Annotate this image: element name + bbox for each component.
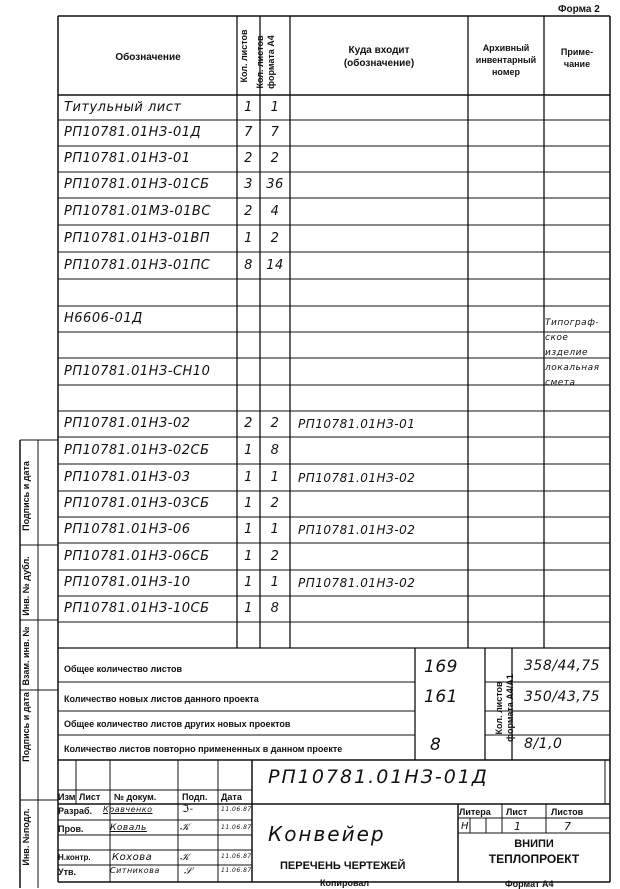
row-designation: РП10781.01НЗ-10СБ — [64, 601, 210, 616]
header-archive-line3: номер — [492, 67, 520, 77]
row-designation: РП10781.01НЗ-03 — [64, 469, 191, 485]
table-row — [58, 464, 610, 491]
row-a4: 4 — [270, 203, 280, 219]
table-row — [58, 172, 610, 198]
col-date: Дата — [221, 792, 242, 802]
row-designation: РП10781.01НЗ-06 — [64, 522, 191, 537]
row-where-used: РП10781.01НЗ-02 — [298, 576, 416, 590]
summary-total-sheets: 169 — [424, 657, 458, 677]
row-a4: 2 — [270, 416, 280, 431]
row-a4: 1 — [270, 522, 280, 537]
margin-replace-inv: Взам. инв. № — [21, 626, 31, 686]
row-sheets: 1 — [244, 522, 253, 537]
name-prov: Коваль — [110, 823, 147, 833]
margin-inv-dubl: Инв. № дубл. — [21, 556, 31, 616]
summary-reused-sheets: 8 — [430, 735, 442, 755]
date-prov: 11.06.87 — [221, 824, 252, 831]
footer-format: Формат А4 — [505, 879, 554, 889]
table-row — [58, 279, 610, 306]
summary-total-a4: 358/44,75 — [524, 658, 601, 674]
role-prov: Пров. — [58, 824, 84, 834]
doc-code: РП10781.01НЗ-01Д — [268, 766, 489, 788]
row-a4: 2 — [270, 151, 280, 166]
row-sheets: 1 — [244, 99, 253, 115]
margin-inv-orig: Инв. №подл. — [21, 808, 31, 866]
row-designation: РП10781.01НЗ-02СБ — [64, 442, 210, 458]
date-utv: 11.06.87 — [221, 867, 252, 874]
row-designation: РП10781.01НЗ-01СБ — [64, 177, 210, 192]
role-razrab: Разраб. — [58, 806, 93, 816]
name-utv: Ситникова — [110, 866, 160, 875]
row-a4: 36 — [266, 177, 284, 192]
col-izm: Изм — [58, 792, 76, 802]
header-a4-count: Кол. листов формата А4 — [255, 35, 276, 89]
row-a4: 2 — [270, 548, 280, 564]
note-line: ское — [545, 333, 569, 343]
summary-reused-label: Количество листов повторно примененных в данном проекте — [64, 744, 343, 754]
table-row — [58, 252, 610, 279]
summary-a4-label-text: Кол. листов формата А4/А1 — [494, 674, 515, 742]
table-row — [58, 543, 610, 570]
note-line: локальная — [545, 363, 600, 373]
row-designation: РП10781.01НЗ-01ВП — [64, 230, 211, 246]
row-sheets: 1 — [244, 548, 253, 564]
date-razrab: 11.06.87 — [221, 806, 252, 813]
table-row — [58, 95, 610, 120]
table-row — [58, 570, 610, 596]
row-sheets: 7 — [244, 125, 253, 140]
row-designation: РП10781.01МЗ-01ВС — [64, 203, 211, 219]
summary-reused-a4: 8/1,0 — [524, 736, 563, 752]
table-row — [58, 596, 610, 622]
margin-sign-date-1: Подпись и дата — [21, 692, 31, 762]
row-sheets: 2 — [244, 203, 253, 219]
row-sheets: 8 — [244, 257, 253, 273]
signature-mark: 𝒮 — [184, 866, 193, 877]
row-designation: РП10781.01НЗ-01Д — [64, 125, 202, 140]
signature-mark: ℑ- — [182, 804, 194, 815]
col-sign: Подп. — [182, 792, 208, 802]
row-sheets: 1 — [244, 496, 253, 511]
header-where-used-line1: Куда входит — [348, 45, 410, 56]
header-note — [544, 46, 610, 70]
table-row — [58, 225, 610, 252]
summary-total-label: Общее количество листов — [64, 664, 183, 674]
row-designation: Н6606-01Д — [64, 311, 143, 326]
role-nkontr: Н.контр. — [58, 853, 91, 862]
row-where-used: РП10781.01НЗ-02 — [298, 470, 416, 485]
table-row — [58, 385, 610, 411]
note-line: смета — [545, 378, 576, 388]
header-archive — [468, 42, 544, 78]
table-row — [58, 146, 610, 172]
header-archive-line1: Архивный — [482, 43, 530, 53]
row-a4: 14 — [266, 257, 284, 273]
row-designation: РП10781.01НЗ-СН10 — [64, 363, 211, 379]
table-row — [58, 358, 610, 385]
header-note-line2: чание — [563, 59, 591, 69]
row-sheets: 1 — [244, 469, 253, 485]
row-sheets: 2 — [244, 151, 253, 166]
table-row — [58, 120, 610, 146]
row-a4: 7 — [270, 125, 280, 140]
lists-value: 7 — [564, 820, 572, 833]
summary-a4-label — [494, 660, 516, 756]
note-line: Типограф- — [545, 318, 600, 328]
header-where-used — [290, 44, 468, 70]
footer-copied: Копировал — [320, 878, 370, 888]
product-name: Конвейер — [268, 822, 386, 846]
table-row — [58, 411, 610, 437]
row-designation: РП10781.01НЗ-02 — [64, 416, 191, 431]
header-where-used-line2: (обозначение) — [343, 58, 415, 69]
name-razrab: Кравченко — [103, 805, 153, 814]
org-line1: ВНИПИ — [514, 838, 554, 850]
row-designation: Титульный лист — [64, 99, 182, 115]
row-where-used: РП10781.01НЗ-02 — [298, 523, 416, 537]
header-a4-count-1 — [255, 25, 277, 99]
row-a4: 1 — [270, 469, 280, 485]
table-row — [58, 198, 610, 225]
note-line: изделие — [545, 348, 589, 358]
role-utv: Утв. — [58, 867, 77, 877]
row-a4: 2 — [270, 230, 280, 246]
row-designation: РП10781.01НЗ-03СБ — [64, 496, 210, 511]
litera-label: Литера — [459, 807, 491, 817]
col-doc-no: № докум. — [114, 792, 157, 802]
name-nkontr: Кохова — [112, 852, 153, 863]
row-where-used: РП10781.01НЗ-01 — [298, 417, 416, 431]
doc-title: ПЕРЕЧЕНЬ ЧЕРТЕЖЕЙ — [280, 860, 406, 872]
row-designation: РП10781.01НЗ-01ПС — [64, 257, 211, 273]
summary-new-a4: 350/43,75 — [524, 689, 601, 705]
header-sheet-count: Кол. листов — [239, 29, 249, 83]
form-label: Форма 2 — [558, 4, 600, 15]
summary-new-sheets: 161 — [424, 687, 458, 707]
row-sheets: 3 — [244, 177, 253, 192]
list-label: Лист — [506, 807, 528, 817]
row-a4: 1 — [270, 99, 280, 115]
row-a4: 1 — [270, 575, 280, 590]
signature-mark: 𝒦 — [180, 852, 190, 863]
header-designation: Обозначение — [115, 52, 181, 63]
row-designation: РП10781.01НЗ-10 — [64, 575, 191, 590]
list-value: 1 — [514, 820, 522, 833]
summary-new-label: Количество новых листов данного проекта — [64, 694, 259, 704]
note-cell — [545, 316, 609, 391]
lists-label: Листов — [551, 807, 584, 817]
row-sheets: 1 — [244, 230, 253, 246]
row-a4: 8 — [270, 601, 280, 616]
margin-sign-date-2: Подпись и дата — [21, 461, 31, 531]
table-row — [58, 306, 610, 332]
row-a4: 8 — [270, 442, 280, 458]
summary-other-label: Общее количество листов других новых проектов — [64, 719, 291, 729]
col-list: Лист — [79, 792, 101, 802]
row-a4: 2 — [270, 496, 280, 511]
table-row — [58, 332, 610, 358]
row-sheets: 2 — [244, 416, 253, 431]
row-designation: РП10781.01НЗ-01 — [64, 151, 191, 166]
date-nkontr: 11.06.87 — [221, 853, 252, 860]
row-designation: РП10781.01НЗ-06СБ — [64, 548, 210, 564]
org-line2: ТЕПЛОПРОЕКТ — [488, 852, 580, 866]
signature-mark: 𝒦 — [180, 822, 190, 833]
header-note-line1: Приме- — [560, 47, 594, 57]
table-row — [58, 437, 610, 464]
header-archive-line2: инвентарный — [475, 55, 537, 65]
litera-value: Н — [461, 821, 470, 832]
row-sheets: 1 — [244, 575, 253, 590]
table-row — [58, 517, 610, 543]
row-sheets: 1 — [244, 442, 253, 458]
row-sheets: 1 — [244, 601, 253, 616]
table-row — [58, 491, 610, 517]
